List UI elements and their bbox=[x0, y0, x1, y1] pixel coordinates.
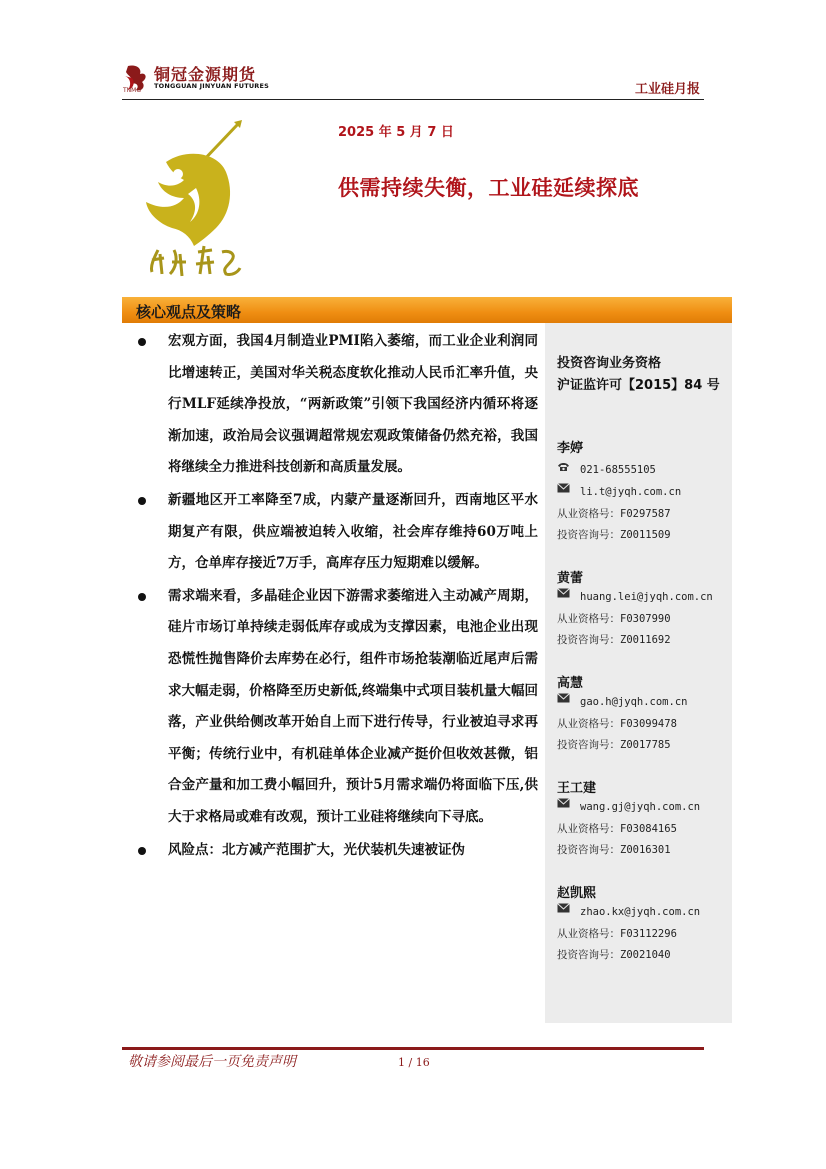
page-number: 1 / 16 bbox=[398, 1056, 430, 1069]
analyst-practice-number: 从业资格号：F0297587 bbox=[557, 508, 671, 520]
email-icon bbox=[557, 798, 570, 808]
analyst-name: 黄蕾 bbox=[557, 571, 584, 586]
key-point-macro: 宏观方面，我国4月制造业PMI陷入萎缩，而工业企业利润同比增速转正，美国对华关税态度软化推动人民币汇率升值，央行MLF延续净投放，“两新政策”引领下我国经济内循环将逐渐加速，政治局会议强调超常规宏观政策储备仍然充裕，我国将继续全力推进科技创新和高质量发展。 bbox=[138, 326, 538, 484]
footer-disclaimer: 敬请参阅最后一页免责声明 bbox=[128, 1054, 296, 1070]
key-point-demand: 需求端来看，多晶硅企业因下游需求萎缩进入主动减产周期，硅片市场订单持续走弱低库存或成为支撑因素，电池企业出现恐慌性抛售降价去库势在必行，组件市场抢装潮临近尾声后需求大幅走弱，价格降至历史新低,终端集中式项目装机量大幅回落，产业供给侧改革开始自上而下进行传导，行业被迫寻求再平衡；传统行业中，有机硅单体企业减产挺价但收效甚微，铝合金产量和加工费小幅回升，预计5月需求端仍将面临下压,供大于求格局或难有改观，预计工业硅将继续向下寻底。 bbox=[138, 581, 538, 834]
analyst-email[interactable]: zhao.kx@jyqh.com.cn bbox=[580, 906, 701, 918]
brand-emblem-icon bbox=[138, 118, 253, 283]
company-abbr: TNMG bbox=[123, 87, 141, 94]
report-type: 工业硅月报 bbox=[634, 82, 700, 97]
analyst-email[interactable]: huang.lei@jyqh.com.cn bbox=[580, 591, 713, 603]
analyst-practice-number: 从业资格号：F03099478 bbox=[557, 718, 677, 730]
analyst-consult-number: 投资咨询号：Z0011692 bbox=[557, 634, 671, 646]
analyst-consult-number: 投资咨询号：Z0016301 bbox=[557, 844, 671, 856]
analyst-email[interactable]: wang.gj@jyqh.com.cn bbox=[580, 801, 701, 813]
company-name-cn: 铜冠金源期货 bbox=[154, 65, 257, 84]
license-number: 沪证监许可【2015】84 号 bbox=[557, 378, 720, 393]
email-icon bbox=[557, 588, 570, 598]
email-icon bbox=[557, 483, 570, 493]
qualification-title: 投资咨询业务资格 bbox=[557, 356, 662, 371]
analyst-name: 高慧 bbox=[557, 676, 584, 691]
company-name-en: TONGGUAN JINYUAN FUTURES bbox=[154, 82, 270, 90]
email-icon bbox=[557, 903, 570, 913]
email-icon bbox=[557, 693, 570, 703]
analyst-practice-number: 从业资格号：F03112296 bbox=[557, 928, 677, 940]
phone-icon bbox=[557, 462, 570, 472]
key-points-list bbox=[138, 323, 538, 867]
analyst-phone: 021-68555105 bbox=[580, 464, 656, 476]
analyst-consult-number: 投资咨询号：Z0011509 bbox=[557, 529, 671, 541]
analyst-email[interactable]: gao.h@jyqh.com.cn bbox=[580, 696, 688, 708]
analyst-name: 王工建 bbox=[557, 781, 597, 796]
analyst-name: 李婷 bbox=[557, 441, 584, 456]
analyst-consult-number: 投资咨询号：Z0017785 bbox=[557, 739, 671, 751]
key-point-supply: 新疆地区开工率降至7成，内蒙产量逐渐回升，西南地区平水期复产有限，供应端被迫转入收缩，社会库存维持60万吨上方，仓单库存接近7万手，高库存压力短期难以缓解。 bbox=[138, 485, 538, 580]
report-title: 供需持续失衡，工业硅延续探底 bbox=[338, 176, 639, 200]
header-divider bbox=[122, 99, 704, 100]
analyst-email[interactable]: li.t@jyqh.com.cn bbox=[580, 486, 682, 498]
analyst-practice-number: 从业资格号：F03084165 bbox=[557, 823, 677, 835]
section-title: 核心观点及策略 bbox=[136, 303, 242, 321]
key-point-risk: 风险点：北方减产范围扩大，光伏装机失速被证伪 bbox=[138, 835, 538, 867]
analyst-name: 赵凯熙 bbox=[557, 886, 597, 901]
report-date: 2025 年 5 月 7 日 bbox=[338, 125, 454, 140]
analyst-consult-number: 投资咨询号：Z0021040 bbox=[557, 949, 671, 961]
analyst-practice-number: 从业资格号：F0307990 bbox=[557, 613, 671, 625]
footer-divider bbox=[122, 1047, 704, 1050]
